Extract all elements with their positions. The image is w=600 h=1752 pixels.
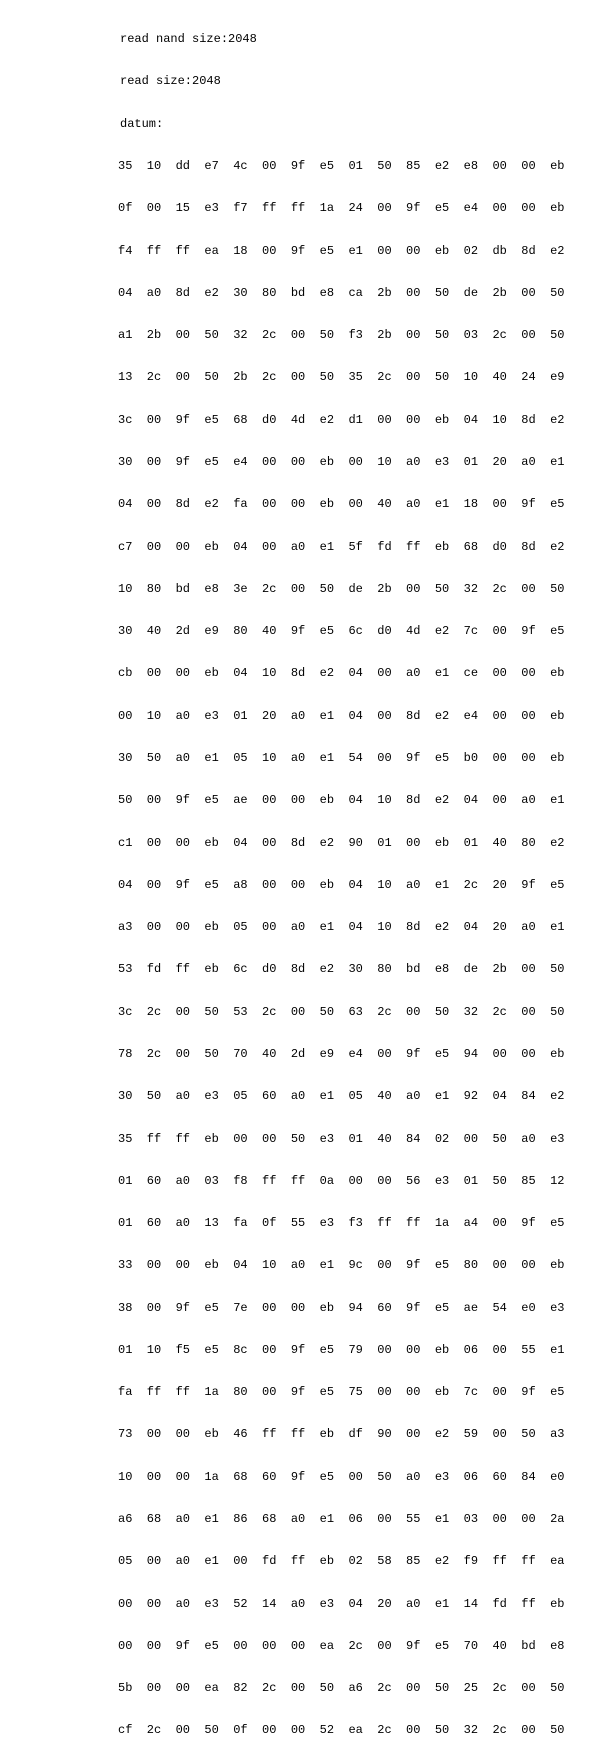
hex-dump-row: 53 fd ff eb 6c d0 8d e2 30 80 bd e8 de 2b 00 50	[118, 962, 565, 977]
hex-dump-row: f4 ff ff ea 18 00 9f e5 e1 00 00 eb 02 db 8d e2	[118, 243, 565, 258]
hex-dump-row: 00 00 9f e5 00 00 00 ea 2c 00 9f e5 70 40 bd e8	[118, 1638, 565, 1653]
hex-dump-row: 04 00 8d e2 fa 00 00 eb 00 40 a0 e1 18 00 9f e5	[118, 497, 565, 512]
hex-dump-row: 05 00 a0 e1 00 fd ff eb 02 58 85 e2 f9 ff ff ea	[118, 1554, 565, 1569]
hex-dump-row: 04 00 9f e5 a8 00 00 eb 04 10 a0 e1 2c 20 9f e5	[118, 877, 565, 892]
hex-dump-row: 5b 00 00 ea 82 2c 00 50 a6 2c 00 50 25 2c 00 50	[118, 1681, 565, 1696]
hex-dump-row: cf 2c 00 50 0f 00 00 52 ea 2c 00 50 32 2c 00 50	[118, 1723, 565, 1738]
hex-dump-row: 73 00 00 eb 46 ff ff eb df 90 00 e2 59 00 50 a3	[118, 1427, 565, 1442]
terminal-line: read size:2048	[120, 74, 221, 89]
hex-dump-row: 78 2c 00 50 70 40 2d e9 e4 00 9f e5 94 00 00 eb	[118, 1046, 565, 1061]
hex-dump-row: 10 00 00 1a 68 60 9f e5 00 50 a0 e3 06 60 84 e0	[118, 1469, 565, 1484]
hex-dump-row: 13 2c 00 50 2b 2c 00 50 35 2c 00 50 10 40 24 e9	[118, 370, 565, 385]
hex-dump-row: 01 60 a0 13 fa 0f 55 e3 f3 ff ff 1a a4 00 9f e5	[118, 1216, 565, 1231]
hex-dump-row: fa ff ff 1a 80 00 9f e5 75 00 00 eb 7c 00 9f e5	[118, 1385, 565, 1400]
hex-dump-row: 3c 00 9f e5 68 d0 4d e2 d1 00 00 eb 04 10 8d e2	[118, 412, 565, 427]
hex-dump-row: 10 80 bd e8 3e 2c 00 50 de 2b 00 50 32 2c 00 50	[118, 581, 565, 596]
hex-dump-row: 33 00 00 eb 04 10 a0 e1 9c 00 9f e5 80 00 00 eb	[118, 1258, 565, 1273]
hex-dump-row: 0f 00 15 e3 f7 ff ff 1a 24 00 9f e5 e4 00 00 eb	[118, 201, 565, 216]
hex-dump-row: 00 10 a0 e3 01 20 a0 e1 04 00 8d e2 e4 00 00 eb	[118, 708, 565, 723]
hex-dump-row: 38 00 9f e5 7e 00 00 eb 94 60 9f e5 ae 54 e0 e3	[118, 1300, 565, 1315]
hex-dump-row: cb 00 00 eb 04 10 8d e2 04 00 a0 e1 ce 00 00 eb	[118, 666, 565, 681]
terminal-line: datum:	[120, 116, 164, 131]
hex-dump-row: 30 40 2d e9 80 40 9f e5 6c d0 4d e2 7c 00 9f e5	[118, 624, 565, 639]
hex-dump-row: a3 00 00 eb 05 00 a0 e1 04 10 8d e2 04 20 a0 e1	[118, 920, 565, 935]
hex-dump-row: 30 00 9f e5 e4 00 00 eb 00 10 a0 e3 01 20 a0 e1	[118, 455, 565, 469]
hex-dump-row: 01 60 a0 03 f8 ff ff 0a 00 00 56 e3 01 50 85 12	[118, 1173, 565, 1188]
hex-dump-row: 01 10 f5 e5 8c 00 9f e5 79 00 00 eb 06 00 55 e1	[118, 1342, 565, 1357]
hex-dump-row: 3c 2c 00 50 53 2c 00 50 63 2c 00 50 32 2c 00 50	[118, 1004, 565, 1019]
hex-dump-row: 50 00 9f e5 ae 00 00 eb 04 10 8d e2 04 00 a0 e1	[118, 793, 565, 808]
hex-dump-row: 04 a0 8d e2 30 80 bd e8 ca 2b 00 50 de 2b 00 50	[118, 285, 565, 300]
hex-dump-row: a6 68 a0 e1 86 68 a0 e1 06 00 55 e1 03 00 00 2a	[118, 1512, 565, 1527]
terminal-line: read nand size:2048	[120, 32, 257, 47]
hex-dump-row: 00 00 a0 e3 52 14 a0 e3 04 20 a0 e1 14 fd ff eb	[118, 1596, 565, 1611]
hex-dump-row: c7 00 00 eb 04 00 a0 e1 5f fd ff eb 68 d0 8d e2	[118, 539, 565, 554]
hex-dump-row: 35 10 dd e7 4c 00 9f e5 01 50 85 e2 e8 00 00 eb	[118, 159, 565, 174]
hex-dump-row: 35 ff ff eb 00 00 50 e3 01 40 84 02 00 50 a0 e3	[118, 1131, 565, 1146]
hex-dump-row: 30 50 a0 e3 05 60 a0 e1 05 40 a0 e1 92 04 84 e2	[118, 1089, 565, 1104]
hex-dump-row: 30 50 a0 e1 05 10 a0 e1 54 00 9f e5 b0 00 00 eb	[118, 750, 565, 765]
hex-dump-row: a1 2b 00 50 32 2c 00 50 f3 2b 00 50 03 2c 00 50	[118, 328, 565, 343]
hex-dump-row: c1 00 00 eb 04 00 8d e2 90 01 00 eb 01 40 80 e2	[118, 835, 565, 850]
